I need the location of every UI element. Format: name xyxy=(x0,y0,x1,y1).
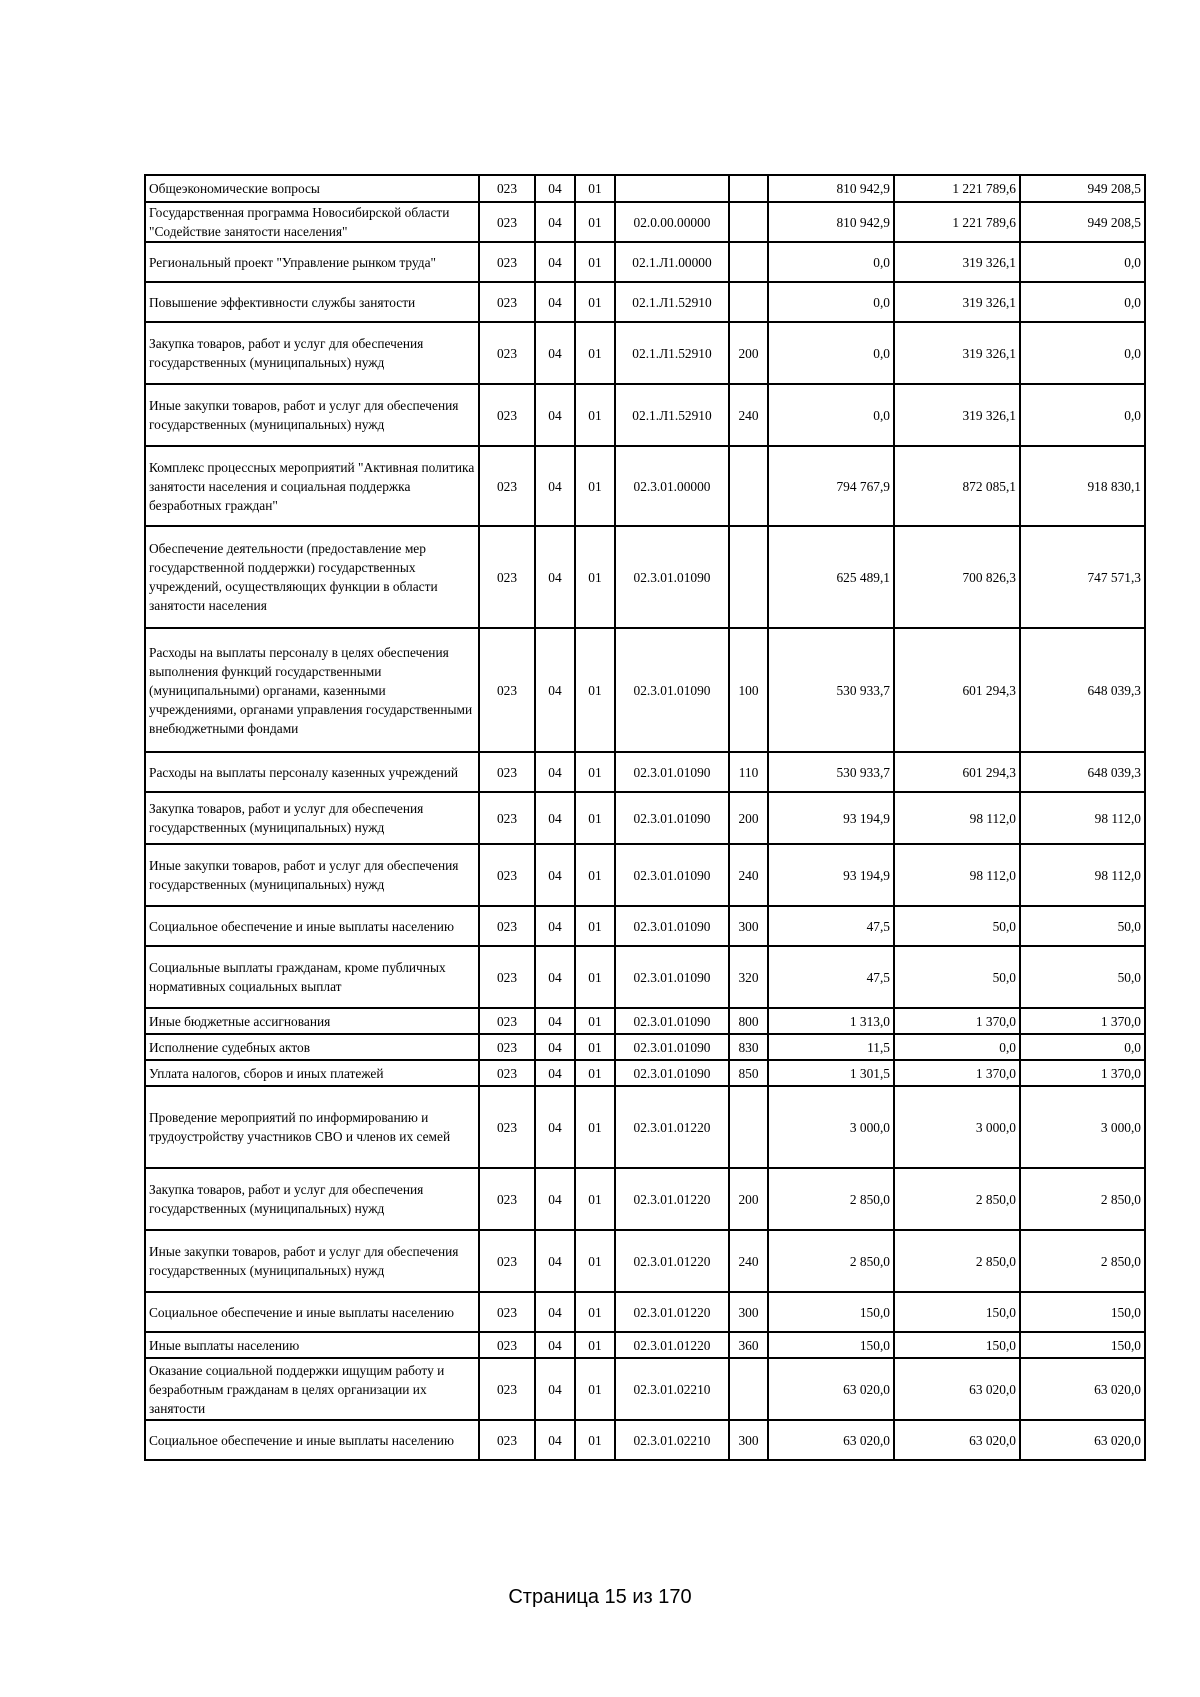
amount-year-2: 63 020,0 xyxy=(894,1358,1020,1420)
section-code: 04 xyxy=(535,282,575,322)
row-name: Иные закупки товаров, работ и услуг для обеспечения государственных (муниципальных) нужд xyxy=(145,1230,479,1292)
ministry-code: 023 xyxy=(479,1358,535,1420)
section-code: 04 xyxy=(535,1034,575,1060)
amount-year-1: 150,0 xyxy=(768,1332,894,1358)
table-row xyxy=(145,792,1145,844)
section-code: 04 xyxy=(535,1168,575,1230)
amount-year-3: 1 370,0 xyxy=(1020,1060,1145,1086)
subsection-code: 01 xyxy=(575,202,615,242)
section-code: 04 xyxy=(535,906,575,946)
subsection-code: 01 xyxy=(575,242,615,282)
amount-year-3: 648 039,3 xyxy=(1020,628,1145,752)
amount-year-3: 0,0 xyxy=(1020,282,1145,322)
ministry-code: 023 xyxy=(479,202,535,242)
expense-type-code: 300 xyxy=(729,906,768,946)
row-name: Общеэкономические вопросы xyxy=(145,175,479,202)
expense-type-code: 830 xyxy=(729,1034,768,1060)
table-row xyxy=(145,906,1145,946)
section-code: 04 xyxy=(535,322,575,384)
expense-type-code xyxy=(729,282,768,322)
ministry-code: 023 xyxy=(479,792,535,844)
table-row xyxy=(145,384,1145,446)
target-article-code: 02.3.01.00000 xyxy=(615,446,729,526)
ministry-code: 023 xyxy=(479,844,535,906)
ministry-code: 023 xyxy=(479,446,535,526)
expense-type-code: 110 xyxy=(729,752,768,792)
subsection-code: 01 xyxy=(575,1332,615,1358)
amount-year-2: 50,0 xyxy=(894,906,1020,946)
amount-year-3: 747 571,3 xyxy=(1020,526,1145,628)
subsection-code: 01 xyxy=(575,1292,615,1332)
amount-year-1: 625 489,1 xyxy=(768,526,894,628)
amount-year-3: 98 112,0 xyxy=(1020,792,1145,844)
amount-year-2: 98 112,0 xyxy=(894,844,1020,906)
subsection-code: 01 xyxy=(575,1168,615,1230)
section-code: 04 xyxy=(535,628,575,752)
target-article-code: 02.1.Л1.52910 xyxy=(615,322,729,384)
target-article-code: 02.3.01.01220 xyxy=(615,1230,729,1292)
amount-year-1: 11,5 xyxy=(768,1034,894,1060)
target-article-code: 02.3.01.01090 xyxy=(615,752,729,792)
ministry-code: 023 xyxy=(479,946,535,1008)
ministry-code: 023 xyxy=(479,282,535,322)
ministry-code: 023 xyxy=(479,242,535,282)
expense-type-code xyxy=(729,202,768,242)
row-name: Исполнение судебных актов xyxy=(145,1034,479,1060)
amount-year-1: 0,0 xyxy=(768,282,894,322)
ministry-code: 023 xyxy=(479,322,535,384)
amount-year-2: 63 020,0 xyxy=(894,1420,1020,1460)
amount-year-2: 319 326,1 xyxy=(894,242,1020,282)
amount-year-2: 319 326,1 xyxy=(894,322,1020,384)
table-row xyxy=(145,1060,1145,1086)
row-name: Социальное обеспечение и иные выплаты населению xyxy=(145,1292,479,1332)
table-row xyxy=(145,1008,1145,1034)
row-name: Закупка товаров, работ и услуг для обеспечения государственных (муниципальных) нужд xyxy=(145,1168,479,1230)
amount-year-3: 2 850,0 xyxy=(1020,1230,1145,1292)
section-code: 04 xyxy=(535,1358,575,1420)
row-name: Расходы на выплаты персоналу в целях обеспечения выполнения функций государственными (муниципальными) органами, казенными учреждениями, органами управления государственными внебюджетными фондами xyxy=(145,628,479,752)
amount-year-2: 2 850,0 xyxy=(894,1168,1020,1230)
expense-type-code xyxy=(729,242,768,282)
expense-type-code: 800 xyxy=(729,1008,768,1034)
target-article-code: 02.3.01.01090 xyxy=(615,792,729,844)
target-article-code: 02.1.Л1.52910 xyxy=(615,384,729,446)
amount-year-1: 810 942,9 xyxy=(768,202,894,242)
amount-year-3: 150,0 xyxy=(1020,1292,1145,1332)
section-code: 04 xyxy=(535,446,575,526)
amount-year-2: 700 826,3 xyxy=(894,526,1020,628)
amount-year-2: 3 000,0 xyxy=(894,1086,1020,1168)
expense-type-code: 240 xyxy=(729,384,768,446)
subsection-code: 01 xyxy=(575,175,615,202)
ministry-code: 023 xyxy=(479,1420,535,1460)
row-name: Уплата налогов, сборов и иных платежей xyxy=(145,1060,479,1086)
amount-year-3: 918 830,1 xyxy=(1020,446,1145,526)
row-name: Государственная программа Новосибирской области "Содействие занятости населения" xyxy=(145,202,479,242)
subsection-code: 01 xyxy=(575,1420,615,1460)
amount-year-3: 648 039,3 xyxy=(1020,752,1145,792)
amount-year-2: 150,0 xyxy=(894,1292,1020,1332)
ministry-code: 023 xyxy=(479,628,535,752)
amount-year-2: 0,0 xyxy=(894,1034,1020,1060)
table-row xyxy=(145,526,1145,628)
row-name: Закупка товаров, работ и услуг для обеспечения государственных (муниципальных) нужд xyxy=(145,792,479,844)
ministry-code: 023 xyxy=(479,1292,535,1332)
section-code: 04 xyxy=(535,1420,575,1460)
table-row xyxy=(145,1292,1145,1332)
row-name: Иные бюджетные ассигнования xyxy=(145,1008,479,1034)
subsection-code: 01 xyxy=(575,1060,615,1086)
expense-type-code: 100 xyxy=(729,628,768,752)
section-code: 04 xyxy=(535,1060,575,1086)
row-name: Обеспечение деятельности (предоставление мер государственной поддержки) государственных учреждений, осуществляющих функции в области занятости населения xyxy=(145,526,479,628)
table-row xyxy=(145,175,1145,202)
target-article-code: 02.3.01.01220 xyxy=(615,1168,729,1230)
expense-type-code xyxy=(729,175,768,202)
subsection-code: 01 xyxy=(575,446,615,526)
section-code: 04 xyxy=(535,242,575,282)
ministry-code: 023 xyxy=(479,526,535,628)
amount-year-1: 0,0 xyxy=(768,384,894,446)
expense-type-code: 300 xyxy=(729,1292,768,1332)
subsection-code: 01 xyxy=(575,526,615,628)
amount-year-2: 98 112,0 xyxy=(894,792,1020,844)
table-row xyxy=(145,628,1145,752)
row-name: Иные закупки товаров, работ и услуг для обеспечения государственных (муниципальных) нужд xyxy=(145,384,479,446)
table-row xyxy=(145,1034,1145,1060)
amount-year-1: 93 194,9 xyxy=(768,844,894,906)
expense-type-code: 300 xyxy=(729,1420,768,1460)
target-article-code: 02.1.Л1.00000 xyxy=(615,242,729,282)
table-row xyxy=(145,1230,1145,1292)
amount-year-1: 1 301,5 xyxy=(768,1060,894,1086)
amount-year-3: 0,0 xyxy=(1020,384,1145,446)
target-article-code: 02.3.01.01090 xyxy=(615,628,729,752)
amount-year-3: 949 208,5 xyxy=(1020,202,1145,242)
row-name: Социальное обеспечение и иные выплаты населению xyxy=(145,1420,479,1460)
ministry-code: 023 xyxy=(479,175,535,202)
expense-type-code: 320 xyxy=(729,946,768,1008)
subsection-code: 01 xyxy=(575,384,615,446)
amount-year-1: 530 933,7 xyxy=(768,752,894,792)
subsection-code: 01 xyxy=(575,1230,615,1292)
amount-year-1: 47,5 xyxy=(768,946,894,1008)
amount-year-3: 1 370,0 xyxy=(1020,1008,1145,1034)
subsection-code: 01 xyxy=(575,946,615,1008)
ministry-code: 023 xyxy=(479,1034,535,1060)
target-article-code: 02.3.01.01090 xyxy=(615,1008,729,1034)
target-article-code: 02.3.01.01090 xyxy=(615,526,729,628)
amount-year-2: 1 370,0 xyxy=(894,1060,1020,1086)
amount-year-1: 1 313,0 xyxy=(768,1008,894,1034)
amount-year-2: 601 294,3 xyxy=(894,628,1020,752)
amount-year-3: 50,0 xyxy=(1020,946,1145,1008)
amount-year-3: 949 208,5 xyxy=(1020,175,1145,202)
amount-year-3: 0,0 xyxy=(1020,322,1145,384)
expense-type-code xyxy=(729,1086,768,1168)
table-row xyxy=(145,282,1145,322)
row-name: Иные закупки товаров, работ и услуг для обеспечения государственных (муниципальных) нужд xyxy=(145,844,479,906)
target-article-code: 02.3.01.02210 xyxy=(615,1420,729,1460)
section-code: 04 xyxy=(535,384,575,446)
amount-year-2: 319 326,1 xyxy=(894,282,1020,322)
amount-year-2: 150,0 xyxy=(894,1332,1020,1358)
ministry-code: 023 xyxy=(479,1086,535,1168)
row-name: Социальные выплаты гражданам, кроме публичных нормативных социальных выплат xyxy=(145,946,479,1008)
row-name: Региональный проект "Управление рынком труда" xyxy=(145,242,479,282)
amount-year-1: 2 850,0 xyxy=(768,1168,894,1230)
amount-year-2: 1 370,0 xyxy=(894,1008,1020,1034)
subsection-code: 01 xyxy=(575,1008,615,1034)
expense-type-code: 240 xyxy=(729,1230,768,1292)
table-row xyxy=(145,946,1145,1008)
expense-type-code: 240 xyxy=(729,844,768,906)
row-name: Социальное обеспечение и иные выплаты населению xyxy=(145,906,479,946)
row-name: Повышение эффективности службы занятости xyxy=(145,282,479,322)
row-name: Иные выплаты населению xyxy=(145,1332,479,1358)
amount-year-3: 0,0 xyxy=(1020,242,1145,282)
section-code: 04 xyxy=(535,1332,575,1358)
subsection-code: 01 xyxy=(575,1358,615,1420)
table-row xyxy=(145,1420,1145,1460)
table-row xyxy=(145,1168,1145,1230)
amount-year-2: 1 221 789,6 xyxy=(894,202,1020,242)
expense-type-code: 850 xyxy=(729,1060,768,1086)
subsection-code: 01 xyxy=(575,282,615,322)
amount-year-2: 50,0 xyxy=(894,946,1020,1008)
table-row xyxy=(145,202,1145,242)
amount-year-1: 63 020,0 xyxy=(768,1358,894,1420)
amount-year-1: 93 194,9 xyxy=(768,792,894,844)
amount-year-2: 601 294,3 xyxy=(894,752,1020,792)
amount-year-1: 530 933,7 xyxy=(768,628,894,752)
subsection-code: 01 xyxy=(575,1034,615,1060)
section-code: 04 xyxy=(535,175,575,202)
amount-year-3: 63 020,0 xyxy=(1020,1358,1145,1420)
target-article-code: 02.0.00.00000 xyxy=(615,202,729,242)
target-article-code: 02.3.01.02210 xyxy=(615,1358,729,1420)
ministry-code: 023 xyxy=(479,752,535,792)
expense-type-code xyxy=(729,446,768,526)
row-name: Расходы на выплаты персоналу казенных учреждений xyxy=(145,752,479,792)
expense-type-code: 200 xyxy=(729,792,768,844)
amount-year-3: 2 850,0 xyxy=(1020,1168,1145,1230)
subsection-code: 01 xyxy=(575,792,615,844)
table-row xyxy=(145,322,1145,384)
expense-type-code: 360 xyxy=(729,1332,768,1358)
table-row xyxy=(145,844,1145,906)
row-name: Оказание социальной поддержки ищущим работу и безработным гражданам в целях организации их занятости xyxy=(145,1358,479,1420)
amount-year-3: 0,0 xyxy=(1020,1034,1145,1060)
section-code: 04 xyxy=(535,844,575,906)
table-row xyxy=(145,1086,1145,1168)
amount-year-2: 872 085,1 xyxy=(894,446,1020,526)
target-article-code: 02.3.01.01090 xyxy=(615,1034,729,1060)
table-row xyxy=(145,1358,1145,1420)
ministry-code: 023 xyxy=(479,1008,535,1034)
amount-year-1: 3 000,0 xyxy=(768,1086,894,1168)
section-code: 04 xyxy=(535,946,575,1008)
target-article-code: 02.3.01.01090 xyxy=(615,844,729,906)
budget-table-body xyxy=(145,175,1145,1460)
section-code: 04 xyxy=(535,202,575,242)
table-row xyxy=(145,1332,1145,1358)
amount-year-3: 150,0 xyxy=(1020,1332,1145,1358)
expense-type-code: 200 xyxy=(729,1168,768,1230)
subsection-code: 01 xyxy=(575,844,615,906)
target-article-code: 02.3.01.01220 xyxy=(615,1332,729,1358)
row-name: Комплекс процессных мероприятий "Активная политика занятости населения и социальная поддержка безработных граждан" xyxy=(145,446,479,526)
row-name: Проведение мероприятий по информированию и трудоустройству участников СВО и членов их семей xyxy=(145,1086,479,1168)
section-code: 04 xyxy=(535,1008,575,1034)
ministry-code: 023 xyxy=(479,1230,535,1292)
ministry-code: 023 xyxy=(479,384,535,446)
budget-table xyxy=(144,174,1146,1461)
target-article-code: 02.3.01.01220 xyxy=(615,1086,729,1168)
section-code: 04 xyxy=(535,1230,575,1292)
row-name: Закупка товаров, работ и услуг для обеспечения государственных (муниципальных) нужд xyxy=(145,322,479,384)
target-article-code: 02.1.Л1.52910 xyxy=(615,282,729,322)
expense-type-code xyxy=(729,526,768,628)
amount-year-2: 2 850,0 xyxy=(894,1230,1020,1292)
amount-year-1: 0,0 xyxy=(768,322,894,384)
amount-year-1: 2 850,0 xyxy=(768,1230,894,1292)
amount-year-1: 150,0 xyxy=(768,1292,894,1332)
section-code: 04 xyxy=(535,792,575,844)
target-article-code: 02.3.01.01090 xyxy=(615,946,729,1008)
amount-year-1: 47,5 xyxy=(768,906,894,946)
target-article-code: 02.3.01.01090 xyxy=(615,1060,729,1086)
amount-year-1: 794 767,9 xyxy=(768,446,894,526)
ministry-code: 023 xyxy=(479,906,535,946)
subsection-code: 01 xyxy=(575,628,615,752)
target-article-code: 02.3.01.01090 xyxy=(615,906,729,946)
amount-year-2: 1 221 789,6 xyxy=(894,175,1020,202)
amount-year-3: 98 112,0 xyxy=(1020,844,1145,906)
page-number: Страница 15 из 170 xyxy=(508,1586,692,1608)
section-code: 04 xyxy=(535,1292,575,1332)
section-code: 04 xyxy=(535,752,575,792)
table-row xyxy=(145,446,1145,526)
amount-year-3: 50,0 xyxy=(1020,906,1145,946)
target-article-code xyxy=(615,175,729,202)
section-code: 04 xyxy=(535,526,575,628)
amount-year-3: 63 020,0 xyxy=(1020,1420,1145,1460)
target-article-code: 02.3.01.01220 xyxy=(615,1292,729,1332)
ministry-code: 023 xyxy=(479,1168,535,1230)
amount-year-1: 0,0 xyxy=(768,242,894,282)
subsection-code: 01 xyxy=(575,322,615,384)
subsection-code: 01 xyxy=(575,1086,615,1168)
table-row xyxy=(145,752,1145,792)
subsection-code: 01 xyxy=(575,752,615,792)
section-code: 04 xyxy=(535,1086,575,1168)
subsection-code: 01 xyxy=(575,906,615,946)
table-row xyxy=(145,242,1145,282)
amount-year-1: 810 942,9 xyxy=(768,175,894,202)
expense-type-code: 200 xyxy=(729,322,768,384)
amount-year-1: 63 020,0 xyxy=(768,1420,894,1460)
ministry-code: 023 xyxy=(479,1332,535,1358)
ministry-code: 023 xyxy=(479,1060,535,1086)
amount-year-2: 319 326,1 xyxy=(894,384,1020,446)
amount-year-3: 3 000,0 xyxy=(1020,1086,1145,1168)
expense-type-code xyxy=(729,1358,768,1420)
